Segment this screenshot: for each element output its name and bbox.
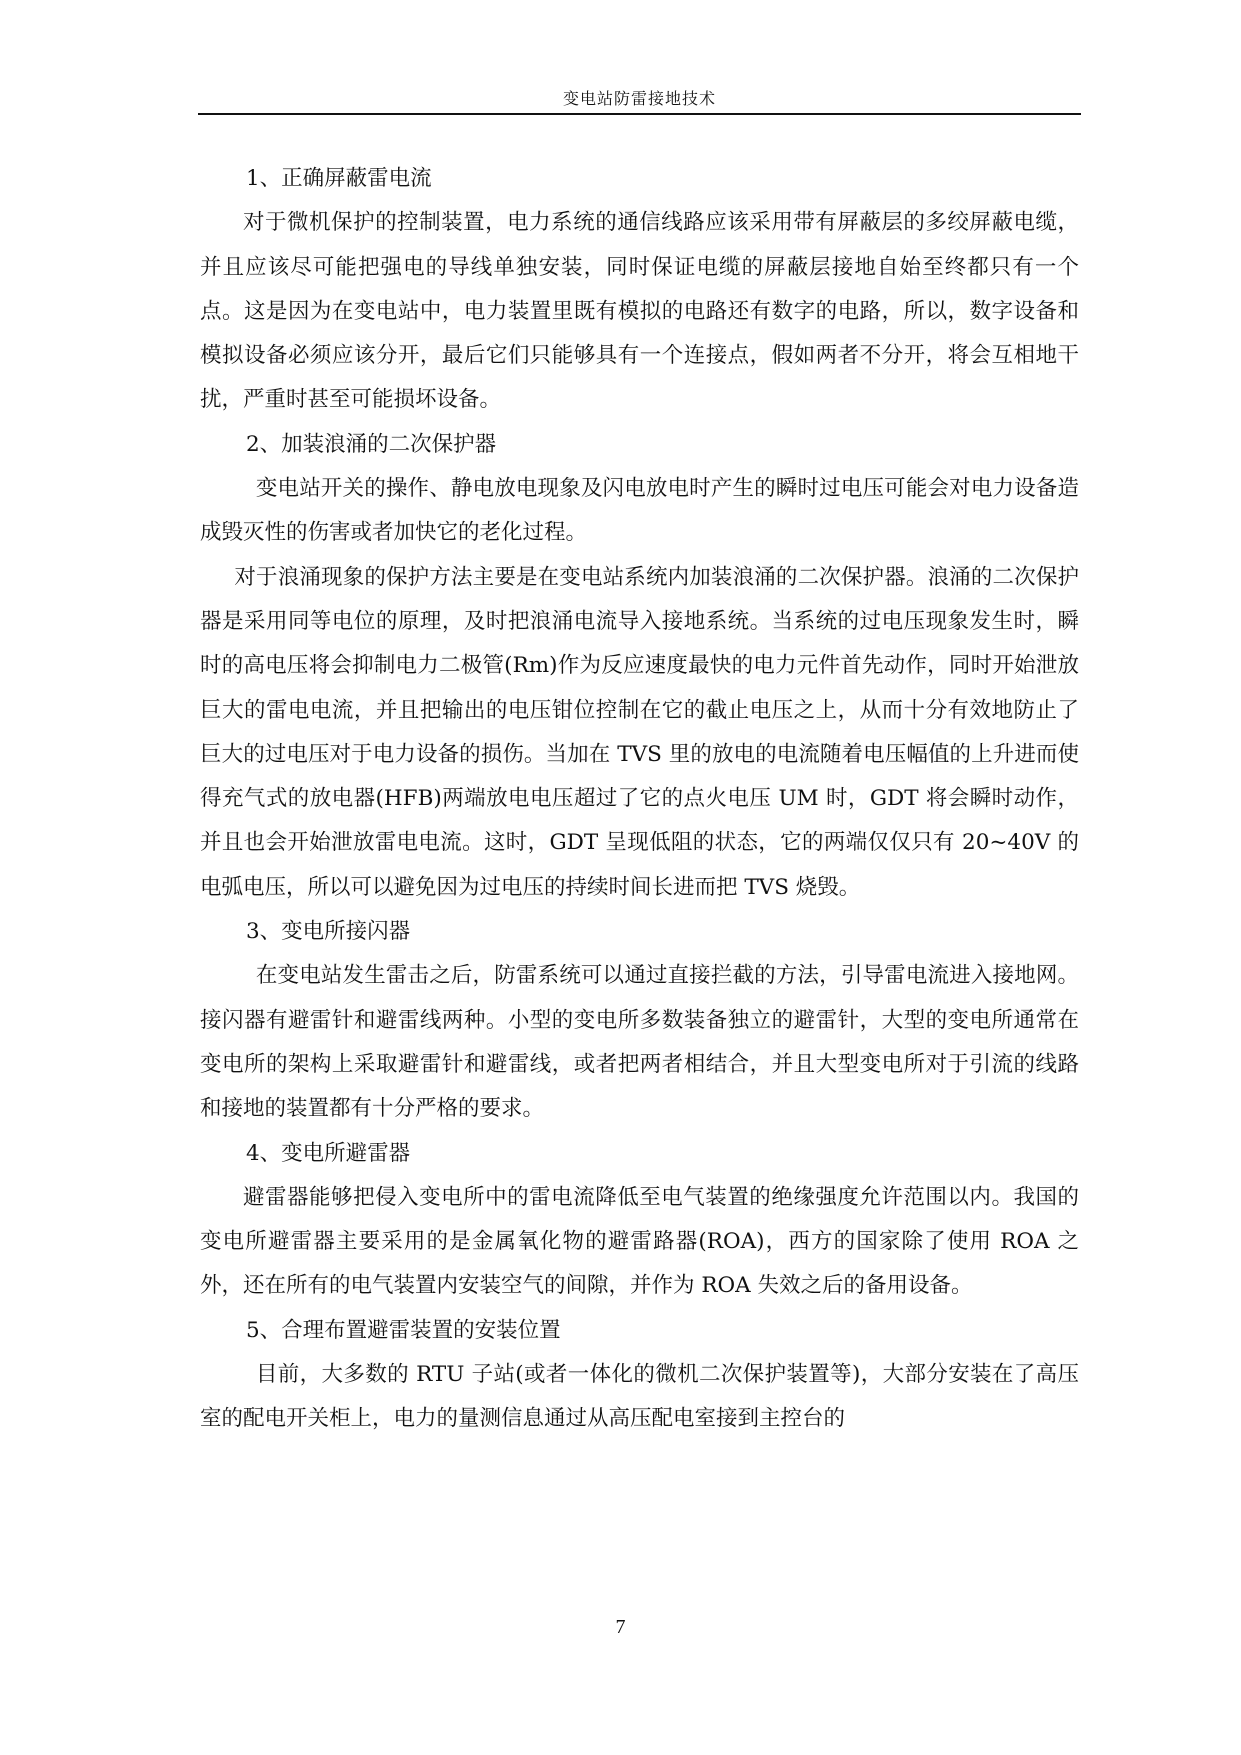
section-heading-4: 4、变电所避雷器 (246, 1140, 411, 1166)
paragraph-arrester: 避雷器能够把侵入变电所中的雷电流降低至电气装置的绝缘强度允许范围以内。我国的变电所避雷器主要采用的是金属氧化物的避雷路器(ROA)，西方的国家除了使用 ROA 之外，还在所有的电气装置内安装空气的间隙，并作为 ROA 失效之后的备用设备。 (200, 1184, 1079, 1299)
header-rule (198, 113, 1081, 115)
paragraph-air-terminal: 在变电站发生雷击之后，防雷系统可以通过直接拦截的方法，引导雷电流进入接地网。接闪器有避雷针和避雷线两种。小型的变电所多数装备独立的避雷针，大型的变电所通常在变电所的架构上采取避雷针和避雷线，或者把两者相结合，并且大型变电所对于引流的线路和接地的装置都有十分严格的要求。 (200, 963, 1079, 1122)
section-heading-3: 3、变电所接闪器 (246, 919, 411, 945)
document-body (200, 157, 1079, 1442)
paragraph-surge-intro: 变电站开关的操作、静电放电现象及闪电放电时产生的瞬时过电压可能会对电力设备造成毁灭性的伤害或者加快它的老化过程。 (200, 476, 1079, 546)
page-number: 7 (615, 1616, 626, 1638)
section-heading-5: 5、合理布置避雷装置的安装位置 (246, 1317, 561, 1343)
paragraph-surge-protection: 对于浪涌现象的保护方法主要是在变电站系统内加装浪涌的二次保护器。浪涌的二次保护器是采用同等电位的原理，及时把浪涌电流导入接地系统。当系统的过电压现象发生时，瞬时的高电压将会抑制电力二极管(Rm)作为反应速度最快的电力元件首先动作，同时开始泄放巨大的雷电电流，并且把输出的电压钳位控制在它的截止电压之上，从而十分有效地防止了巨大的过电压对于电力设备的损伤。当加在 TVS 里的放电的电流随着电压幅值的上升进而使得充气式的放电器(HFB)两端放电电压超过了它的点火电压 UM 时，GDT 将会瞬时动作，并且也会开始泄放雷电电流。这时，GDT 呈现低阻的状态，它的两端仅仅只有 20~40V 的电弧电压，所以可以避免因为过电压的持续时间长进而把 TVS 烧毁。 (200, 564, 1079, 900)
section-heading-1: 1、正确屏蔽雷电流 (246, 166, 432, 191)
paragraph-shielding: 对于微机保护的控制装置，电力系统的通信线路应该采用带有屏蔽层的多绞屏蔽电缆，并且应该尽可能把强电的导线单独安装，同时保证电缆的屏蔽层接地自始至终都只有一个点。这是因为在变电站中，电力装置里既有模拟的电路还有数字的电路，所以，数字设备和模拟设备必须应该分开，最后它们只能够具有一个连接点，假如两者不分开，将会互相地干扰，严重时甚至可能损坏设备。 (200, 210, 1079, 413)
section-heading-2: 2、加装浪涌的二次保护器 (246, 431, 497, 457)
running-header: 变电站防雷接地技术 (562, 89, 716, 108)
paragraph-installation-location: 目前，大多数的 RTU 子站(或者一体化的微机二次保护装置等)，大部分安装在了高压室的配电开关柜上，电力的量测信息通过从高压配电室接到主控台的 (200, 1362, 1079, 1432)
